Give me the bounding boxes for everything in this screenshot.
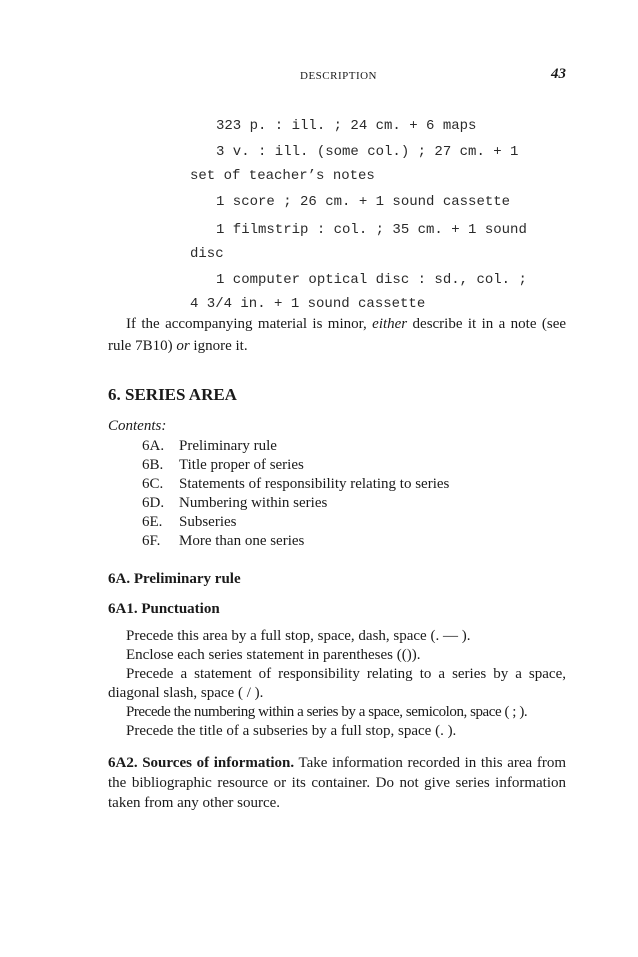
example-line: 1 filmstrip : col. ; 35 cm. + 1 sound: [216, 222, 527, 238]
rule-paragraph: Precede the title of a subseries by a full stop, space (. ).: [126, 723, 457, 739]
example-line: 323 p. : ill. ; 24 cm. + 6 maps: [216, 118, 477, 134]
note-emphasis: or: [176, 338, 190, 354]
example-list: [190, 114, 570, 316]
note-text: ignore it.: [189, 338, 248, 354]
note-emphasis: either: [372, 316, 408, 332]
example-line: disc: [190, 246, 224, 262]
example-line: 1 score ; 26 cm. + 1 sound cassette: [216, 194, 511, 210]
note-text: If the accompanying material is minor,: [126, 316, 373, 332]
contents-code: 6A.: [142, 438, 165, 454]
contents-code: 6E.: [142, 514, 163, 530]
example-entry: [190, 190, 570, 214]
example-line: 1 computer optical disc : sd., col. ;: [216, 272, 527, 288]
rule-paragraph: Precede this area by a full stop, space, dash, space (. — ).: [126, 628, 471, 644]
contents-list: [142, 437, 449, 551]
example-line: 4 3/4 in. + 1 sound cassette: [190, 296, 426, 312]
example-line: set of teacher’s notes: [190, 168, 375, 184]
example-line: 3 v. : ill. (some col.) ; 27 cm. + 1: [216, 144, 519, 160]
contents-title: More than one series: [179, 533, 305, 549]
contents-label: Contents:: [108, 418, 167, 434]
contents-code: 6B.: [142, 457, 164, 473]
contents-title: Preliminary rule: [179, 438, 277, 454]
note-text: describe it in a note (see rule 7B10): [108, 316, 567, 354]
section-heading: 6. SERIES AREA: [108, 385, 237, 404]
contents-code: 6D.: [142, 495, 165, 511]
contents-item: [142, 437, 449, 456]
contents-item: [142, 456, 449, 475]
rule-6a2-paragraph: [108, 753, 566, 813]
rule-paragraph: Precede a statement of responsibility relating to a series by a space, diagonal slash, space ( / ).: [108, 666, 566, 701]
example-entry: [190, 218, 570, 266]
rule-6a2-text: Take information recorded in this area from the bibliographic resource or its container. Do not give series information taken from any other source.: [108, 755, 566, 811]
rule-6a-heading: 6A. Preliminary rule: [108, 571, 241, 587]
running-head: DESCRIPTION: [300, 70, 378, 82]
page-number: 43: [551, 66, 566, 82]
rule-paragraph: Precede the numbering within a series by a space, semicolon, space ( ; ).: [126, 704, 528, 720]
contents-title: Subseries: [179, 514, 237, 530]
contents-title: Numbering within series: [179, 495, 328, 511]
example-entry: [190, 114, 570, 138]
rule-6a2-heading: 6A2. Sources of information.: [108, 755, 295, 771]
contents-title: Title proper of series: [179, 457, 304, 473]
contents-code: 6F.: [142, 533, 161, 549]
contents-item: [142, 532, 449, 551]
example-entry: [190, 268, 570, 316]
rule-paragraph: Enclose each series statement in parentheses (()).: [126, 647, 421, 663]
punctuation-rules: [108, 627, 566, 741]
contents-item: [142, 475, 449, 494]
contents-item: [142, 494, 449, 513]
contents-item: [142, 513, 449, 532]
contents-code: 6C.: [142, 476, 164, 492]
rule-6a1-heading: 6A1. Punctuation: [108, 601, 220, 617]
minor-material-note: [108, 313, 566, 357]
example-entry: [190, 140, 570, 188]
contents-title: Statements of responsibility relating to series: [179, 476, 450, 492]
